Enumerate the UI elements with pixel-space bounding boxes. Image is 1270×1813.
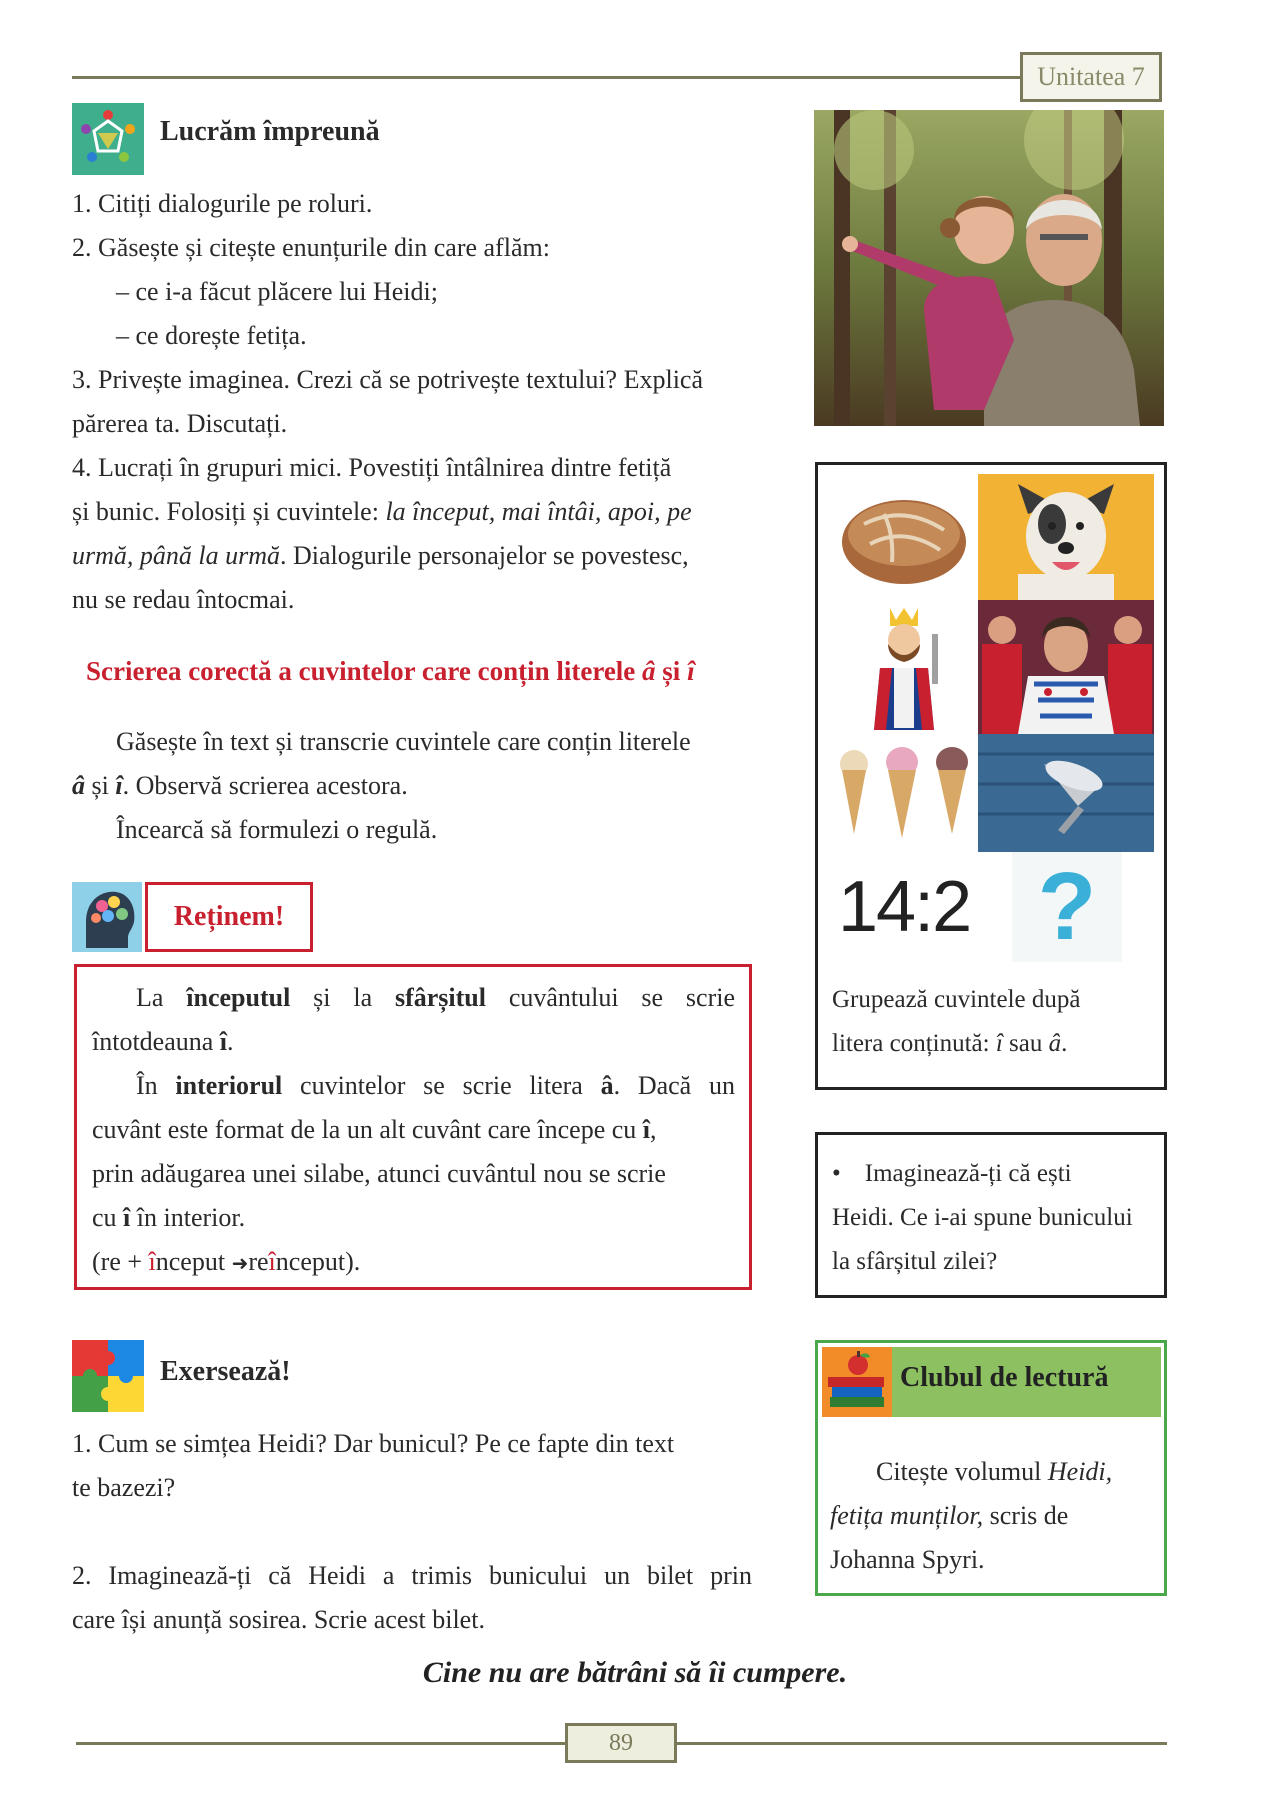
footer-rule-right (677, 1742, 1167, 1745)
reading-club-line-3: Johanna Spyri. (830, 1545, 985, 1574)
teamwork-icon (72, 103, 144, 175)
book-title: fetița munților, (830, 1501, 984, 1530)
grouping-line-1: Grupează cuvintele după (832, 986, 1081, 1013)
grouping-text: litera conținută: (832, 1030, 996, 1057)
task-1: 1. Citiți dialogurile pe roluri. (72, 189, 373, 218)
rule-letter-i: î (148, 1247, 156, 1276)
rule-line-4 (92, 1108, 735, 1152)
dog-image (978, 474, 1154, 600)
rule-text: re (248, 1247, 269, 1276)
grouping-letter-a: â (1048, 1030, 1062, 1057)
task-4-words-2: urmă, până la urmă (72, 541, 281, 570)
task-4-words: la început, mai întâi, apoi, pe (385, 497, 692, 526)
spelling-line-2-rest: . Observă scrierea acestora. (122, 771, 408, 800)
imagine-text: Imaginează-ți că ești (864, 1160, 1072, 1187)
bullet: • (832, 1160, 841, 1187)
header-rule (72, 76, 1020, 79)
remember-title-box (145, 882, 313, 952)
remember-title: Reținem! (173, 901, 285, 932)
rule-text: și la (290, 983, 395, 1012)
bread-image (834, 474, 974, 600)
rule-letter-i: î (219, 1027, 228, 1056)
funnel-image (978, 734, 1154, 852)
grouping-expression: 14:2 (838, 867, 971, 947)
spelling-line-2 (72, 764, 408, 808)
puzzle-icon (72, 1340, 144, 1412)
rule-line-6 (92, 1196, 245, 1240)
arrow-icon: ➜ (231, 1253, 249, 1275)
rule-text: cuvântului se scrie (485, 983, 736, 1012)
rule-keyword-beginning: începutul (186, 983, 291, 1012)
king-image (834, 600, 974, 734)
task-2-item-a: – ce i-a făcut plăcere lui Heidi; (116, 277, 438, 306)
task-4: 4. Lucrați în grupuri mici. Povestiți întâlnirea dintre fetiță (72, 453, 672, 482)
exercise-q2: 2. Imaginează-ți că Heidi a trimis bunicului un bilet prin (72, 1561, 752, 1590)
task-4-text-2: . Dialogurile personajelor se povestesc, (280, 541, 689, 570)
grouping-text: sau (1002, 1030, 1049, 1057)
spelling-title-text: Scrierea corectă a cuvintelor care conțin literele (86, 656, 643, 686)
spelling-title-i: î (687, 656, 695, 686)
rule-line-1 (92, 976, 735, 1020)
proverb: Cine nu are bătrâni să îi cumpere. (422, 1656, 848, 1689)
exercise-title: Exersează! (160, 1356, 291, 1387)
brain-icon (72, 882, 142, 952)
unit-label: Unitatea 7 (1020, 52, 1162, 102)
grandfather-girl-photo (814, 110, 1164, 426)
rule-text: (re + (92, 1247, 149, 1276)
rule-text: nceput (155, 1247, 232, 1276)
grouping-text: . (1061, 1030, 1068, 1057)
footer-rule-left (76, 1742, 565, 1745)
rule-letter-i: î (123, 1203, 131, 1232)
task-4-cont (72, 490, 692, 534)
rule-letter-i: î (268, 1247, 276, 1276)
rule-line-3 (92, 1064, 735, 1108)
question-mark-icon: ? (1012, 852, 1122, 962)
imagine-line-1 (832, 1152, 1072, 1196)
spelling-line-1: Găsește în text și transcrie cuvintele care conțin literele (116, 727, 691, 756)
imagine-line-2: Heidi. Ce i-ai spune bunicului (832, 1204, 1133, 1231)
rule-text: . (227, 1027, 234, 1056)
rule-text: cuvânt este format de la un alt cuvânt care începe cu (92, 1115, 643, 1144)
spelling-line-3: Încearcă să formulezi o regulă. (116, 815, 438, 844)
task-4-cont2 (72, 534, 689, 578)
grouping-letter-i: î (995, 1030, 1003, 1057)
rule-text: . Dacă un (613, 1071, 735, 1100)
rule-line-5: prin adăugarea unei silabe, atunci cuvântul nou se scrie (92, 1159, 666, 1188)
rule-text: , (650, 1115, 657, 1144)
spelling-letter-i: î (115, 771, 123, 800)
book-title: Heidi, (1047, 1457, 1113, 1486)
task-4-cont3: nu se redau întocmai. (72, 585, 295, 614)
ice-cream-image (834, 734, 974, 852)
reading-club-title: Clubul de lectură (900, 1362, 1109, 1393)
spelling-title (86, 656, 695, 687)
exercise-q1: 1. Cum se simțea Heidi? Dar bunicul? Pe ce fapte din text (72, 1429, 675, 1458)
rule-letter-a: â (600, 1071, 614, 1100)
reading-club-text: Citește volumul (876, 1457, 1048, 1486)
rule-text: nceput). (275, 1247, 361, 1276)
rule-letter-i: î (642, 1115, 651, 1144)
exercise-q2-cont: care își anunță sosirea. Scrie acest bilet. (72, 1605, 485, 1634)
spelling-title-a: â (642, 656, 656, 686)
exercise-q1-cont: te bazezi? (72, 1473, 176, 1502)
rule-text: La (136, 983, 187, 1012)
grouping-line-2 (832, 1022, 1067, 1066)
imagine-line-3: la sfârșitul zilei? (832, 1248, 998, 1275)
rule-keyword-interior: interiorul (175, 1071, 283, 1100)
task-3-cont: părerea ta. Discutați. (72, 409, 288, 438)
rule-text: cuvintelor se scrie litera (282, 1071, 601, 1100)
reading-club-line-2 (830, 1494, 1068, 1538)
task-2: 2. Găsește și citește enunțurile din care aflăm: (72, 233, 550, 262)
spelling-and: și (85, 771, 116, 800)
books-icon (822, 1347, 892, 1417)
rule-example (92, 1240, 360, 1286)
spelling-letter-a: â (72, 771, 85, 800)
folk-costume-image (978, 600, 1154, 734)
reading-club-text: scris de (983, 1501, 1069, 1530)
reading-club-line-1 (876, 1450, 1112, 1494)
rule-line-2 (92, 1020, 234, 1064)
rule-keyword-end: sfârșitul (394, 983, 486, 1012)
task-4-text: și bunic. Folosiți și cuvintele: (72, 497, 386, 526)
rule-text: întotdeauna (92, 1027, 220, 1056)
task-3: 3. Privește imaginea. Crezi că se potrivește textului? Explică (72, 365, 704, 394)
rule-text: în interior. (130, 1203, 246, 1232)
rule-text: cu (92, 1203, 124, 1232)
work-together-title: Lucrăm împreună (160, 116, 380, 147)
page-number: 89 (565, 1723, 677, 1763)
rule-text: În (136, 1071, 176, 1100)
spelling-title-and: și (655, 656, 688, 686)
task-2-item-b: – ce dorește fetița. (116, 321, 307, 350)
